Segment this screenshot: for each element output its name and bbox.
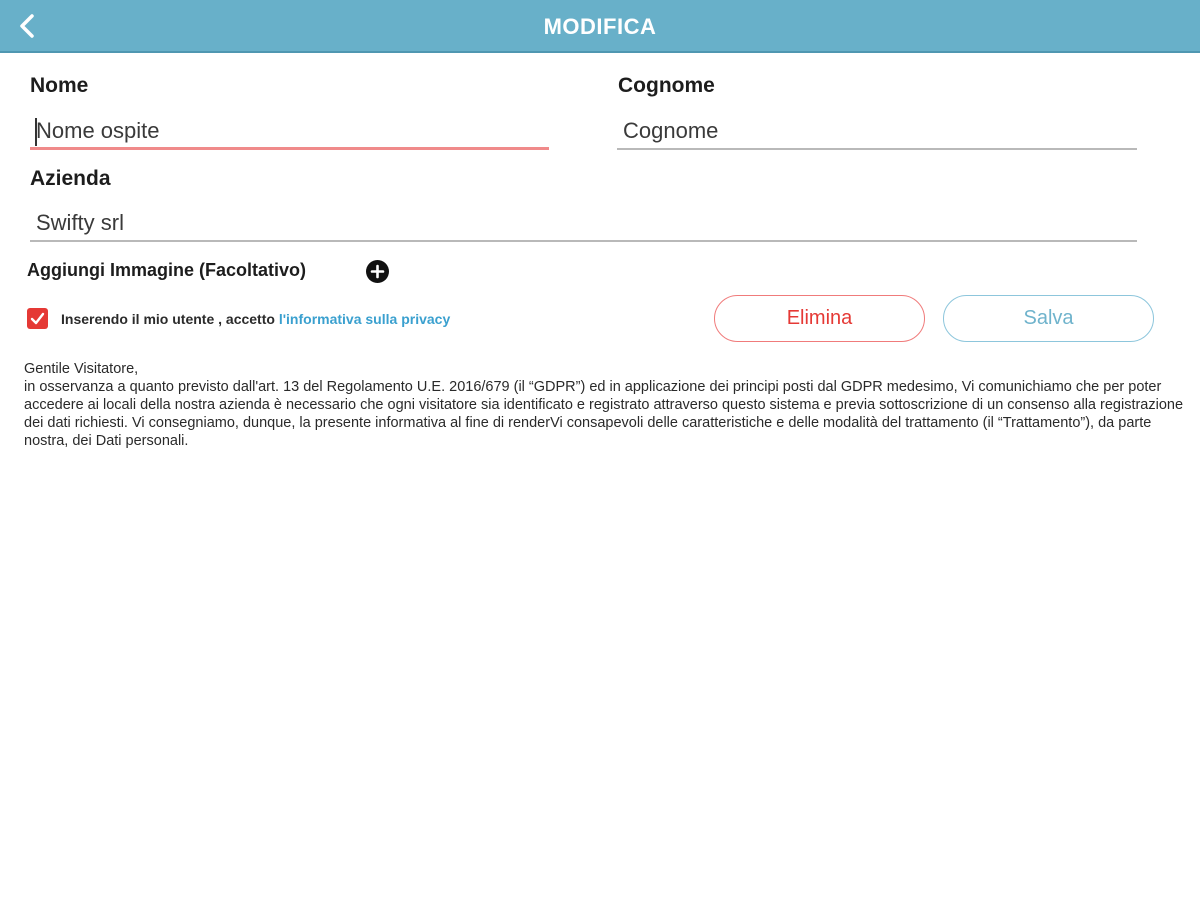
privacy-greeting: Gentile Visitatore, <box>24 361 139 377</box>
text-cursor <box>35 118 37 146</box>
add-image-button[interactable] <box>366 260 389 283</box>
company-input[interactable] <box>36 208 1131 238</box>
last-name-field-container <box>617 112 1137 150</box>
save-button[interactable]: Salva <box>943 295 1154 342</box>
app-header <box>0 0 1200 53</box>
privacy-body: in osservanza a quanto previsto dall'art. 13 del Regolamento U.E. 2016/679 (il “GDPR”) ed in applicazione dei principi posti dal GDPR medesimo, Vi comunichiamo che per poter accedere ai locali della nostra azienda è necessario che ogni visitatore sia identificato e registrato attraverso questo sistema e previa sottoscrizione di un consenso alla registrazione dei dati richiesti. Vi consegniamo, dunque, la presente informativa al fine di renderVi consapevoli delle caratteristiche e delle modalità del trattamento (il “Trattamento”), da parte nostra, dei Dati personali. <box>24 379 1184 449</box>
first-name-label: Nome <box>30 74 89 97</box>
company-field-container <box>30 204 1137 242</box>
company-label: Azienda <box>30 167 111 190</box>
consent-label: Inserendo il mio utente , accetto <box>61 311 275 327</box>
last-name-label: Cognome <box>618 74 715 97</box>
checkmark-icon <box>27 308 48 329</box>
first-name-input[interactable] <box>36 116 543 146</box>
privacy-policy-link[interactable]: l'informativa sulla privacy <box>278 311 451 327</box>
consent-text <box>61 311 450 327</box>
page-title: MODIFICA <box>543 14 657 39</box>
plus-circle-icon <box>366 260 389 283</box>
first-name-field-container <box>30 112 549 150</box>
privacy-consent-checkbox[interactable] <box>27 308 48 329</box>
privacy-notice <box>24 360 1184 450</box>
add-image-label: Aggiungi Immagine (Facoltativo) <box>27 260 307 280</box>
last-name-input[interactable] <box>623 116 1131 146</box>
delete-button[interactable]: Elimina <box>714 295 925 342</box>
